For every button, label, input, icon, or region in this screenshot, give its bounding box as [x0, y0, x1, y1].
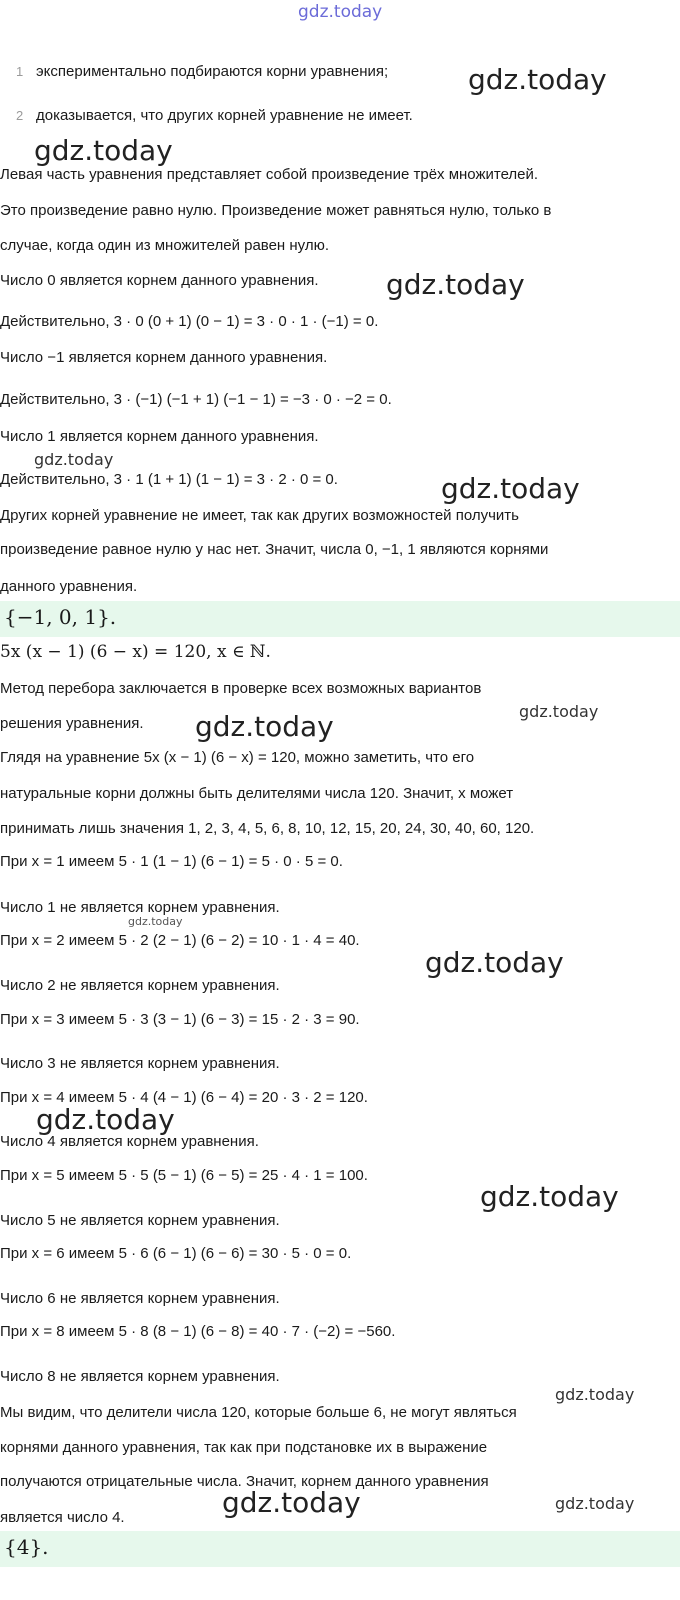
paragraph: Мы видим, что делители числа 120, которые больше 6, не могут являться — [0, 1404, 517, 1421]
answer-text: {4}. — [4, 1535, 49, 1559]
watermark: gdz.today — [519, 702, 599, 721]
calculation: При x = 8 имеем 5 · 8 (8 − 1) (6 − 8) = 40 · 7 · (−2) = −560. — [0, 1323, 396, 1340]
watermark: gdz.today — [34, 450, 114, 469]
paragraph: Это произведение равно нулю. Произведение может равняться нулю, только в — [0, 202, 552, 219]
result: Число 6 не является корнем уравнения. — [0, 1290, 280, 1307]
answer-box — [0, 1531, 680, 1567]
watermark: gdz.today — [222, 1486, 361, 1519]
paragraph: данного уравнения. — [0, 578, 138, 595]
result: Число 1 не является корнем уравнения. — [0, 899, 280, 916]
calculation: Действительно, 3 · 1 (1 + 1) (1 − 1) = 3 · 2 · 0 = 0. — [0, 471, 338, 488]
paragraph: произведение равное нулю у нас нет. Значит, числа 0, −1, 1 являются корнями — [0, 541, 549, 558]
watermark: gdz.today — [386, 268, 525, 301]
calculation: При x = 4 имеем 5 · 4 (4 − 1) (6 − 4) = 20 · 3 · 2 = 120. — [0, 1089, 368, 1106]
paragraph: случае, когда один из множителей равен нулю. — [0, 237, 330, 254]
step-number: 2 — [16, 108, 24, 123]
calculation: При x = 2 имеем 5 · 2 (2 − 1) (6 − 2) = 10 · 1 · 4 = 40. — [0, 932, 360, 949]
paragraph: является число 4. — [0, 1509, 125, 1526]
watermark: gdz.today — [36, 1103, 175, 1136]
watermark: gdz.today — [425, 946, 564, 979]
paragraph: натуральные корни должны быть делителями числа 120. Значит, x может — [0, 785, 514, 802]
calculation: При x = 1 имеем 5 · 1 (1 − 1) (6 − 1) = 5 · 0 · 5 = 0. — [0, 853, 343, 870]
result: Число 3 не является корнем уравнения. — [0, 1055, 280, 1072]
watermark: gdz.today — [555, 1385, 635, 1404]
calculation: Действительно, 3 · 0 (0 + 1) (0 − 1) = 3 · 0 · 1 · (−1) = 0. — [0, 313, 379, 330]
statement: Число 1 является корнем данного уравнения. — [0, 428, 319, 445]
paragraph: Других корней уравнение не имеет, так как других возможностей получить — [0, 507, 519, 524]
paragraph: Глядя на уравнение 5x (x − 1) (6 − x) = 120, можно заметить, что его — [0, 749, 475, 766]
paragraph: принимать лишь значения 1, 2, 3, 4, 5, 6, 8, 10, 12, 15, 20, 24, 30, 40, 60, 120. — [0, 820, 535, 837]
answer-text: {−1, 0, 1}. — [4, 605, 117, 629]
step-number: 1 — [16, 64, 24, 79]
result: Число 5 не является корнем уравнения. — [0, 1212, 280, 1229]
watermark: gdz.today — [480, 1180, 619, 1213]
paragraph: Левая часть уравнения представляет собой произведение трёх множителей. — [0, 166, 539, 183]
paragraph: получаются отрицательные числа. Значит, корнем данного уравнения — [0, 1473, 489, 1490]
header-watermark: gdz.today — [298, 2, 383, 22]
paragraph: решения уравнения. — [0, 715, 144, 732]
calculation: При x = 3 имеем 5 · 3 (3 − 1) (6 − 3) = 15 · 2 · 3 = 90. — [0, 1011, 360, 1028]
result: Число 2 не является корнем уравнения. — [0, 977, 280, 994]
paragraph: корнями данного уравнения, так как при подстановке их в выражение — [0, 1439, 488, 1456]
result: Число 8 не является корнем уравнения. — [0, 1368, 280, 1385]
watermark: gdz.today — [468, 63, 607, 96]
calculation: При x = 6 имеем 5 · 6 (6 − 1) (6 − 6) = 30 · 5 · 0 = 0. — [0, 1245, 352, 1262]
step-text: экспериментально подбираются корни уравнения; — [36, 63, 389, 80]
paragraph: Метод перебора заключается в проверке всех возможных вариантов — [0, 680, 482, 697]
watermark: gdz.today — [195, 710, 334, 743]
watermark: gdz.today — [441, 472, 580, 505]
watermark: gdz.today — [555, 1494, 635, 1513]
step-text: доказывается, что других корней уравнение не имеет. — [36, 107, 413, 124]
calculation: При x = 5 имеем 5 · 5 (5 − 1) (6 − 5) = 25 · 4 · 1 = 100. — [0, 1167, 368, 1184]
answer-box — [0, 601, 680, 637]
result: Число 4 является корнем уравнения. — [0, 1133, 259, 1150]
statement: Число −1 является корнем данного уравнения. — [0, 349, 328, 366]
task-equation: 5x (x − 1) (6 − x) = 120, x ∈ ℕ. — [0, 642, 271, 662]
calculation: Действительно, 3 · (−1) (−1 + 1) (−1 − 1) = −3 · 0 · −2 = 0. — [0, 391, 392, 408]
watermark: gdz.today — [128, 915, 183, 928]
statement: Число 0 является корнем данного уравнения. — [0, 272, 319, 289]
watermark: gdz.today — [34, 134, 173, 167]
